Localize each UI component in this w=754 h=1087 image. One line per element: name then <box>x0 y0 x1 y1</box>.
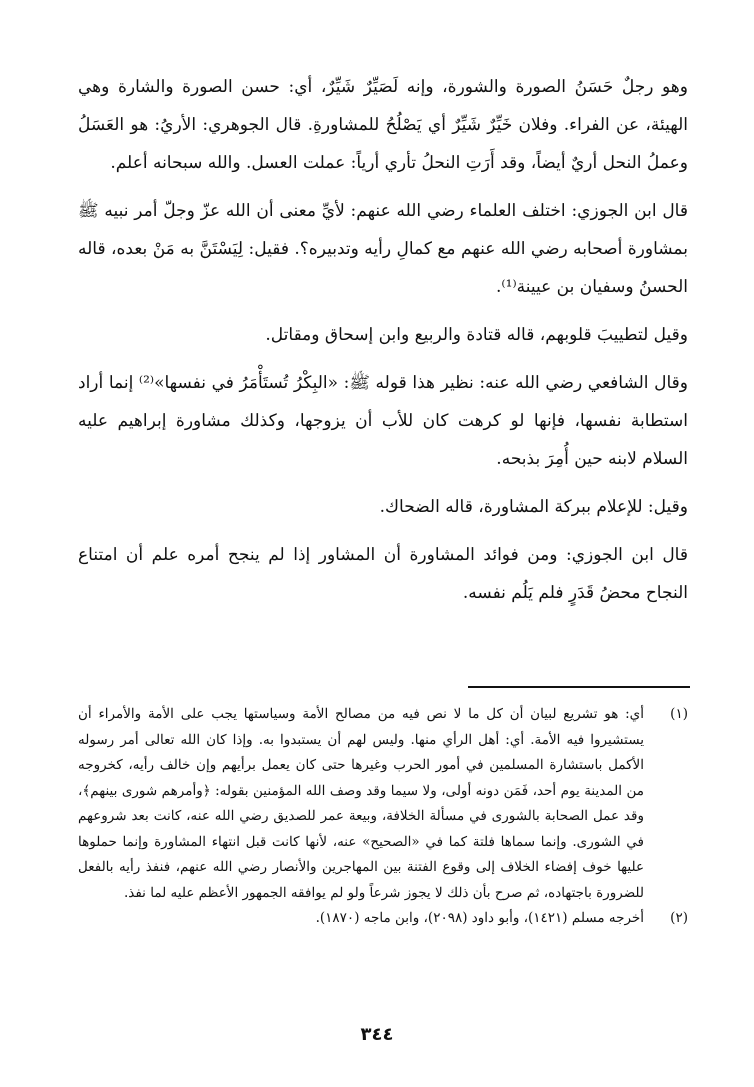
paragraph-5: وقيل: للإعلام ببركة المشاورة، قاله الضحاك. <box>379 497 688 517</box>
footnote-text: أي: هو تشريع لبيان أن كل ما لا نص فيه من مصالح الأمة وسياستها يجب على الأمة والأمراء أن يستشيروا فيه الأمة. أي: أهل الرأي منها. وليس لهم أن يستبدوا به. وإذا كان الله تعالى أمر رسوله الأكمل باستشارة المسلمين في أمور الحرب وغيرها حتى كان يعمل برأيهم وإن خالف رأيه، كخروجه من المدينة يوم أحد، فَمَن دونه أولى، ولا سيما وقد وصف الله المؤمنين بقوله: ﴿وأمرهم شورى بينهم﴾، وقد عمل الصحابة بالشورى في مسألة الخلافة، وبيعة عمر للصديق رضي الله عنه، كانت بعد شروعهم في الشورى. وإنما سماها فلتة كما في «الصحيح» عنه، لأنها كانت قبل انتهاء المشاورة وإنما حملوها عليها خوف إفضاء الخلاف إلى وقوع الفتنة بين المهاجرين والأنصار رضي الله عنهم، فنفذ رأيه بالفعل للضرورة باجتهاده، ثم صرح بأن ذلك لا يجوز شرعاً ولو لم يوافقه الجمهور الأعظم عليه لما نفذ. <box>78 706 644 901</box>
footnote-number: (١) <box>670 706 688 722</box>
footnote-1 <box>78 702 688 906</box>
paragraph-1: وهو رجلٌ حَسَنُ الصورة والشورة، وإنه لَصَيِّرٌ شَيِّرٌ، أي: حسن الصورة والشارة وهي الهيئة، عن الفراء. وفلان خَيِّرٌ شَيِّرٌ أي يَصْلُحُ للمشاورةِ. قال الجوهري: الأريُ: هو العَسَلُ وعملُ النحل أريٌ أيضاً، وقد أَرَتِ النحلُ تأري أرياً: عملت العسل. والله سبحانه أعلم. <box>78 77 688 173</box>
main-text <box>78 68 688 612</box>
footnote-separator <box>468 686 690 688</box>
paragraph-4: وقال الشافعي رضي الله عنه: نظير هذا قوله ﷺ: «البِكْرُ تُستَأْمَرُ في نفسها»⁽²⁾ إنما أراد استطابة نفسها، فإنها لو كرهت كان للأب أن يزوجها، وكذلك مشاورة إبراهيم عليه السلام لابنه حين أُمِرَ بذبحه. <box>78 373 689 469</box>
paragraph-2: قال ابن الجوزي: اختلف العلماء رضي الله عنهم: لأيِّ معنى أن الله عزّ وجلّ أمر نبيه ﷺ بمشاورة أصحابه رضي الله عنهم مع كمالِ رأيه وتدبيره؟. فقيل: لِيَسْتَنَّ به مَنْ بعده، قاله الحسنُ وسفيان بن عيينة⁽¹⁾. <box>78 201 688 297</box>
paragraph-3: وقيل لتطييبَ قلوبهم، قاله قتادة والربيع وابن إسحاق ومقاتل. <box>265 325 688 345</box>
footnotes <box>78 702 688 932</box>
page-number: ٣٤٤ <box>360 1024 394 1045</box>
footnote-number: (٢) <box>670 910 688 926</box>
paragraph-6: قال ابن الجوزي: ومن فوائد المشاورة أن المشاور إذا لم ينجح أمره علم أن امتناع النجاح محضُ قَدَرٍ فلم يَلُم نفسه. <box>78 545 688 603</box>
footnote-2 <box>78 906 688 932</box>
footnote-text: أخرجه مسلم (١٤٢١)، وأبو داود (٢٠٩٨)، وابن ماجه (١٨٧٠). <box>315 910 644 926</box>
